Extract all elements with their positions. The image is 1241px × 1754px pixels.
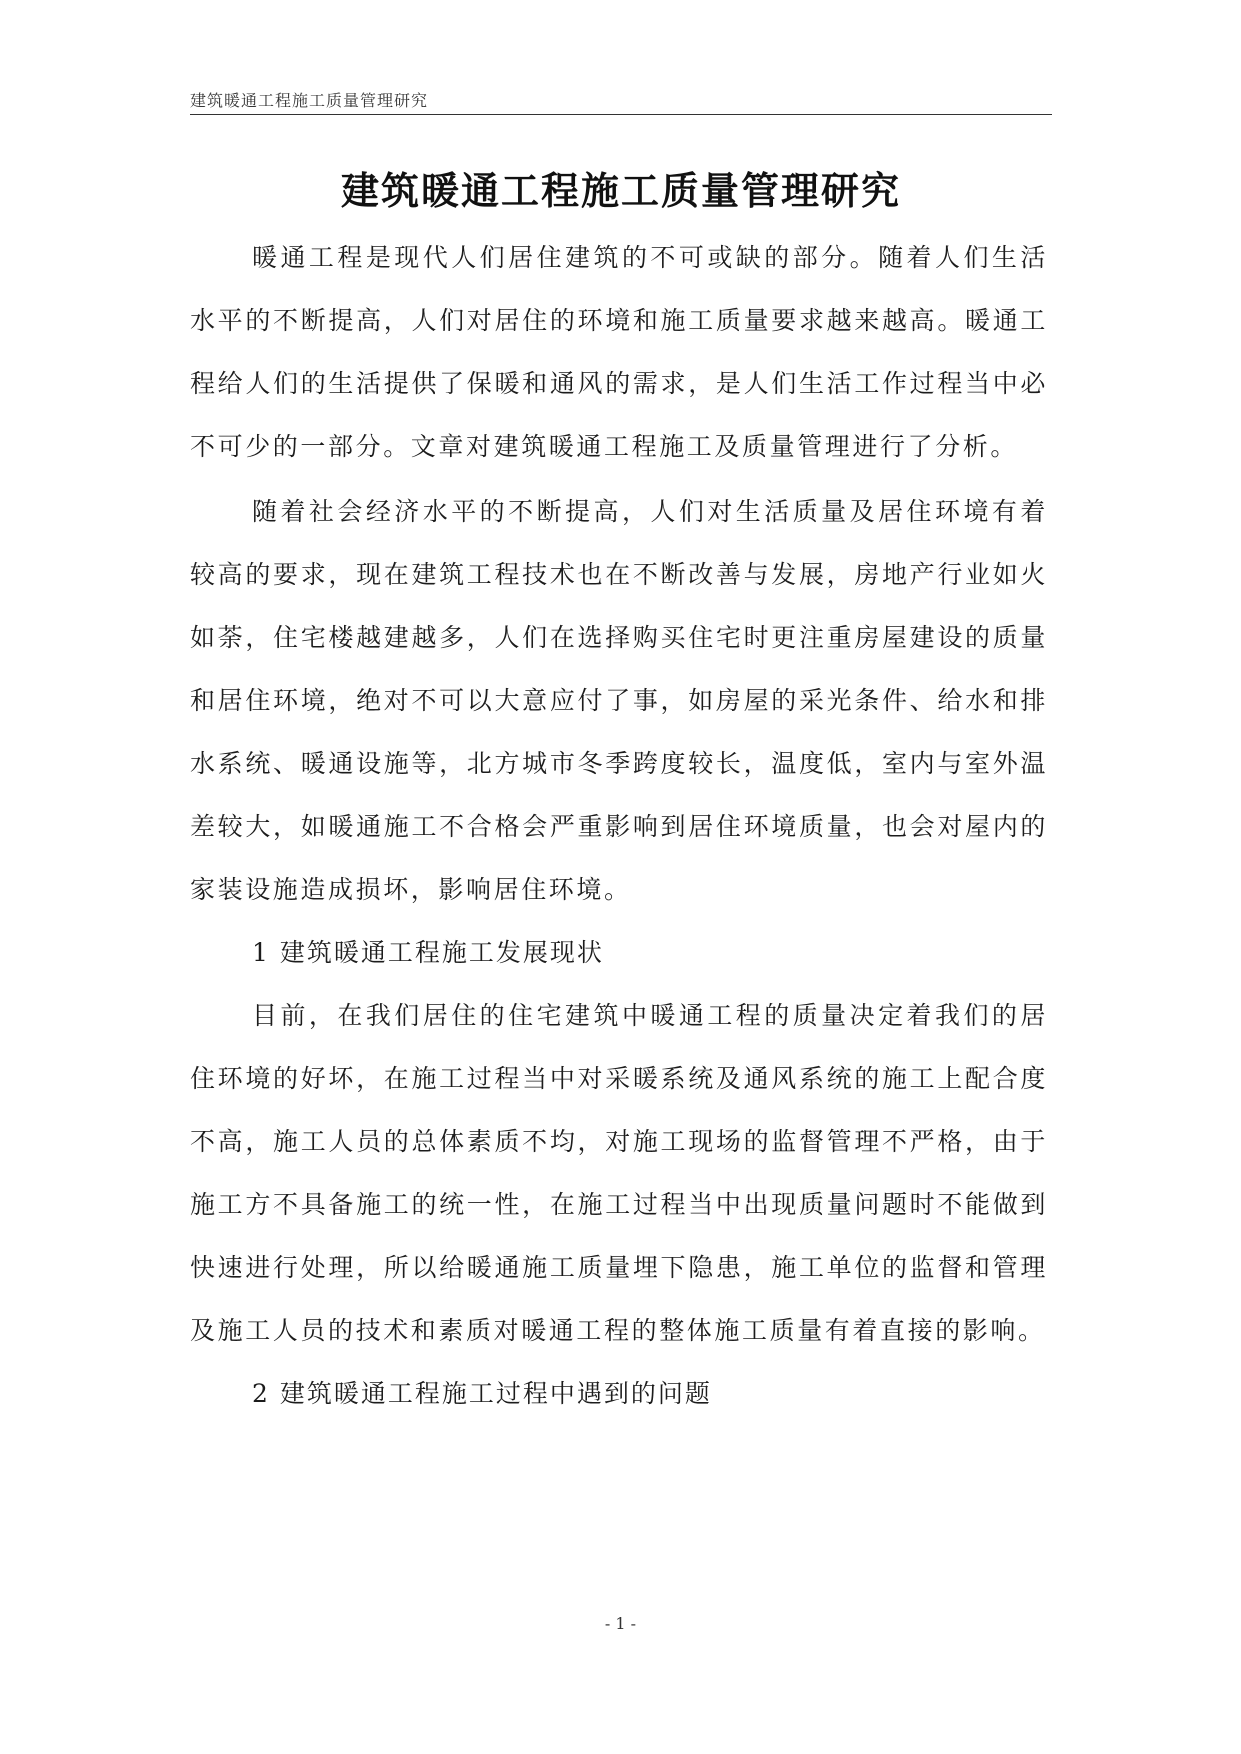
section-heading-2: 2 建筑暖通工程施工过程中遇到的问题 bbox=[252, 1379, 712, 1408]
page-number: - 1 - bbox=[604, 1614, 637, 1633]
paragraph-intro: 暖通工程是现代人们居住建筑的不可或缺的部分。随着人们生活水平的不断提高，人们对居住的环境和施工质量要求越来越高。暖通工程给人们的生活提供了保暖和通风的需求，是人们生活工作过程当中必不可少的一部分。文章对建筑暖通工程施工及质量管理进行了分析。 bbox=[190, 243, 1048, 461]
document-title: 建筑暖通工程施工质量管理研究 bbox=[340, 168, 901, 213]
running-header-title: 建筑暖通工程施工质量管理研究 bbox=[190, 91, 429, 110]
page-header bbox=[190, 86, 1052, 115]
document-body bbox=[190, 226, 1048, 1425]
paragraph-background: 随着社会经济水平的不断提高，人们对生活质量及居住环境有着较高的要求，现在建筑工程技术也在不断改善与发展，房地产行业如火如荼，住宅楼越建越多，人们在选择购买住宅时更注重房屋建设的质量和居住环境，绝对不可以大意应付了事，如房屋的采光条件、给水和排水系统、暖通设施等，北方城市冬季跨度较长，温度低，室内与室外温差较大，如暖通施工不合格会严重影响到居住环境质量，也会对屋内的家装设施造成损坏，影响居住环境。 bbox=[190, 497, 1048, 904]
section-heading-1: 1 建筑暖通工程施工发展现状 bbox=[252, 938, 604, 967]
paragraph-section-1: 目前，在我们居住的住宅建筑中暖通工程的质量决定着我们的居住环境的好坏，在施工过程当中对采暖系统及通风系统的施工上配合度不高，施工人员的总体素质不均，对施工现场的监督管理不严格，由于施工方不具备施工的统一性，在施工过程当中出现质量问题时不能做到快速进行处理，所以给暖通施工质量埋下隐患，施工单位的监督和管理及施工人员的技术和素质对暖通工程的整体施工质量有着直接的影响。 bbox=[190, 1001, 1048, 1345]
